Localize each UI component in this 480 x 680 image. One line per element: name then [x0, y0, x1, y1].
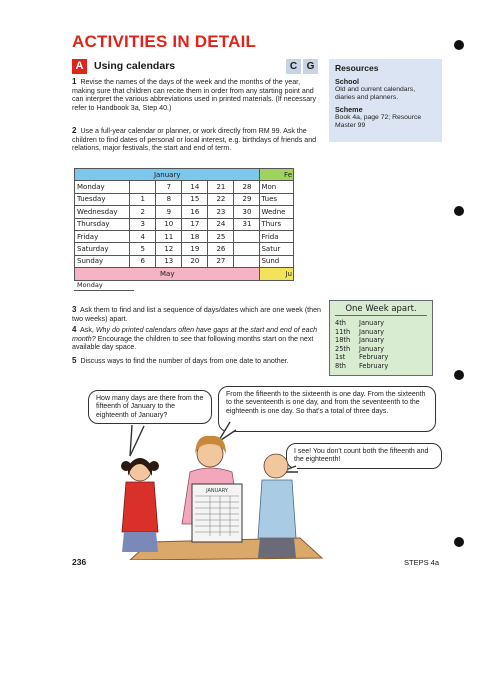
notepad-illustration	[329, 300, 433, 376]
calendar-date-cell: 3	[130, 218, 156, 230]
calendar-date-cell: 11	[156, 230, 182, 242]
calendar-board	[192, 484, 242, 542]
page-number: 236	[72, 557, 87, 567]
calendar-row	[75, 243, 294, 255]
page-title: ACTIVITIES IN DETAIL	[72, 32, 257, 51]
calendar-date-cell: 8	[156, 193, 182, 205]
resources-title: Resources	[335, 63, 379, 73]
step-number: 4	[72, 325, 77, 334]
calendar-day-name: Monday	[75, 181, 130, 193]
notepad-month: January	[359, 327, 384, 336]
calendar-date-cell: 26	[208, 243, 234, 255]
step-text: Use a full-year calendar or planner, or work directly from RM 99. Ask the children to find dates of personal or local interest, e.g. birthdays of friends and relations, major festivals, the start and end of term.	[72, 127, 317, 153]
calendar-date-cell: 12	[156, 243, 182, 255]
notepad-day: 4th	[335, 319, 346, 327]
calendar-date-cell: 5	[130, 243, 156, 255]
section-letter-badge: A	[72, 59, 87, 74]
resources-panel	[329, 59, 442, 142]
speech-bubble-answer: From the fifteenth to the sixteenth is one day. From the sixteenth to the seventeenth is one day, and from the seventeenth to the eighteenth is one day. So that's a total of three days.	[218, 386, 436, 432]
notepad-entry	[335, 362, 427, 371]
section-header	[72, 58, 318, 74]
calendar-scrap-label: Monday	[74, 281, 134, 291]
section-tags	[286, 59, 318, 74]
calendar-date-cell	[234, 230, 260, 242]
notepad-entry	[335, 336, 427, 345]
step-question: Why do printed calendars often have gaps at the start and end of each month?	[72, 326, 318, 343]
calendar-date-cell	[234, 255, 260, 267]
step-number: 1	[72, 77, 77, 86]
notepad-title: One Week apart.	[335, 304, 427, 316]
bubble-tail	[130, 425, 144, 456]
calendar-date-cell: 10	[156, 218, 182, 230]
step-4	[72, 326, 324, 352]
calendar-row	[75, 218, 294, 230]
step-text: Encourage the children to see that following months start on the next available day space.	[72, 334, 314, 352]
section-tag: G	[303, 59, 318, 74]
notepad-month: January	[359, 319, 384, 327]
calendar-row	[75, 255, 294, 267]
calendar-date-cell: 31	[234, 218, 260, 230]
notepad-day: 18th	[335, 336, 351, 345]
calendar-date-cell	[130, 181, 156, 193]
board-label: JANUARY	[206, 488, 228, 494]
calendar-date-cell: 9	[156, 206, 182, 218]
step-number: 5	[72, 356, 77, 365]
calendar-day-name: Friday	[75, 230, 130, 242]
calendar-date-cell	[234, 243, 260, 255]
notepad-month: January	[359, 344, 384, 353]
step-1	[72, 78, 324, 112]
binder-hole	[454, 537, 464, 547]
calendar-row	[75, 181, 294, 193]
notepad-entry	[335, 345, 427, 354]
speech-bubble-reply: I see! You don't count both the fifteenth and the eighteenth!	[286, 443, 442, 469]
notepad-entry	[335, 353, 427, 362]
calendar-date-cell: 30	[234, 206, 260, 218]
step-number: 2	[72, 126, 77, 135]
calendar-next-day-name: Frida	[260, 230, 294, 242]
notepad-month: January	[359, 336, 384, 345]
calendar-date-cell: 13	[156, 255, 182, 267]
notepad-day: 8th	[335, 361, 346, 370]
calendar-following-month: May	[75, 268, 260, 280]
calendar-date-cell: 24	[208, 218, 234, 230]
step-text: Revise the names of the days of the week and the months of the year, making sure that children can recite them in order from any starting point and can interpret the various abbreviations used in printed materials. (If necessary refer to Handbook 3a, Step 40.)	[72, 78, 317, 112]
resource-heading: School	[335, 77, 359, 86]
calendar-next-day-name: Wedne	[260, 206, 294, 218]
notepad-list	[335, 319, 427, 371]
classroom-illustration	[100, 420, 430, 560]
calendar-date-cell: 7	[156, 181, 182, 193]
step-number: 3	[72, 305, 77, 314]
calendar-date-cell: 20	[182, 255, 208, 267]
calendar-date-cell: 29	[234, 193, 260, 205]
girl-left-figure	[121, 458, 159, 552]
calendar-date-cell: 28	[234, 181, 260, 193]
resource-text: Old and current calendars, diaries and planners.	[335, 86, 416, 101]
section-tag: C	[286, 59, 301, 74]
calendar-next-day-name: Satur	[260, 243, 294, 255]
binder-hole	[454, 40, 464, 50]
calendar-month: January	[75, 169, 260, 181]
calendar-date-cell: 6	[130, 255, 156, 267]
calendar-next-day-name: Mon	[260, 181, 294, 193]
calendar-date-cell: 4	[130, 230, 156, 242]
calendar-date-cell: 27	[208, 255, 234, 267]
calendar-date-cell: 1	[130, 193, 156, 205]
calendar-date-cell: 18	[182, 230, 208, 242]
calendar-day-name: Tuesday	[75, 193, 130, 205]
calendar-date-cell: 16	[182, 206, 208, 218]
calendar-day-name: Sunday	[75, 255, 130, 267]
calendar-date-cell: 23	[208, 206, 234, 218]
calendar-next-day-name: Sund	[260, 255, 294, 267]
step-5	[72, 357, 324, 366]
step-2	[72, 127, 324, 153]
calendar-date-cell: 14	[182, 181, 208, 193]
section-title: Using calendars	[94, 60, 176, 72]
calendar-illustration	[74, 168, 294, 291]
step-text: Discuss ways to find the number of days from one date to another.	[80, 357, 289, 365]
calendar-day-name: Thursday	[75, 218, 130, 230]
notepad-day: 11th	[335, 327, 351, 336]
resource-text: Book 4a, page 72; Resource Master 99	[335, 114, 422, 129]
step-text: Ask them to find and list a sequence of days/dates which are one week (then two weeks) apart.	[72, 306, 321, 323]
calendar-day-name: Wednesday	[75, 206, 130, 218]
calendar-day-name: Saturday	[75, 243, 130, 255]
calendar-next-day-name: Thurs	[260, 218, 294, 230]
binder-hole	[454, 206, 464, 216]
footer-brand: STEPS 4a	[404, 558, 440, 567]
calendar-row	[75, 230, 294, 242]
calendar-row	[75, 193, 294, 205]
calendar-date-cell: 21	[208, 181, 234, 193]
calendar-date-cell: 25	[208, 230, 234, 242]
calendar-date-cell: 22	[208, 193, 234, 205]
step-3	[72, 306, 324, 323]
notepad-day: 25th	[335, 344, 351, 353]
calendar-next-month: Fe	[260, 169, 294, 181]
calendar-next-day-name: Tues	[260, 193, 294, 205]
speech-bubble-question: How many days are there from the fifteenth of January to the eighteenth of January?	[88, 390, 212, 424]
notepad-month: February	[359, 361, 389, 370]
calendar-row	[75, 206, 294, 218]
calendar-date-cell: 19	[182, 243, 208, 255]
calendar-following-next-month: Ju	[260, 268, 294, 280]
binder-hole	[454, 370, 464, 380]
step-text: Ask,	[80, 326, 94, 334]
notepad-entry	[335, 319, 427, 328]
notepad-month: February	[359, 353, 389, 362]
calendar-date-cell: 17	[182, 218, 208, 230]
notepad-entry	[335, 328, 427, 337]
notepad-day: 1st	[335, 353, 346, 362]
calendar-table	[74, 168, 294, 281]
resource-heading: Scheme	[335, 105, 363, 114]
calendar-date-cell: 15	[182, 193, 208, 205]
calendar-date-cell: 2	[130, 206, 156, 218]
